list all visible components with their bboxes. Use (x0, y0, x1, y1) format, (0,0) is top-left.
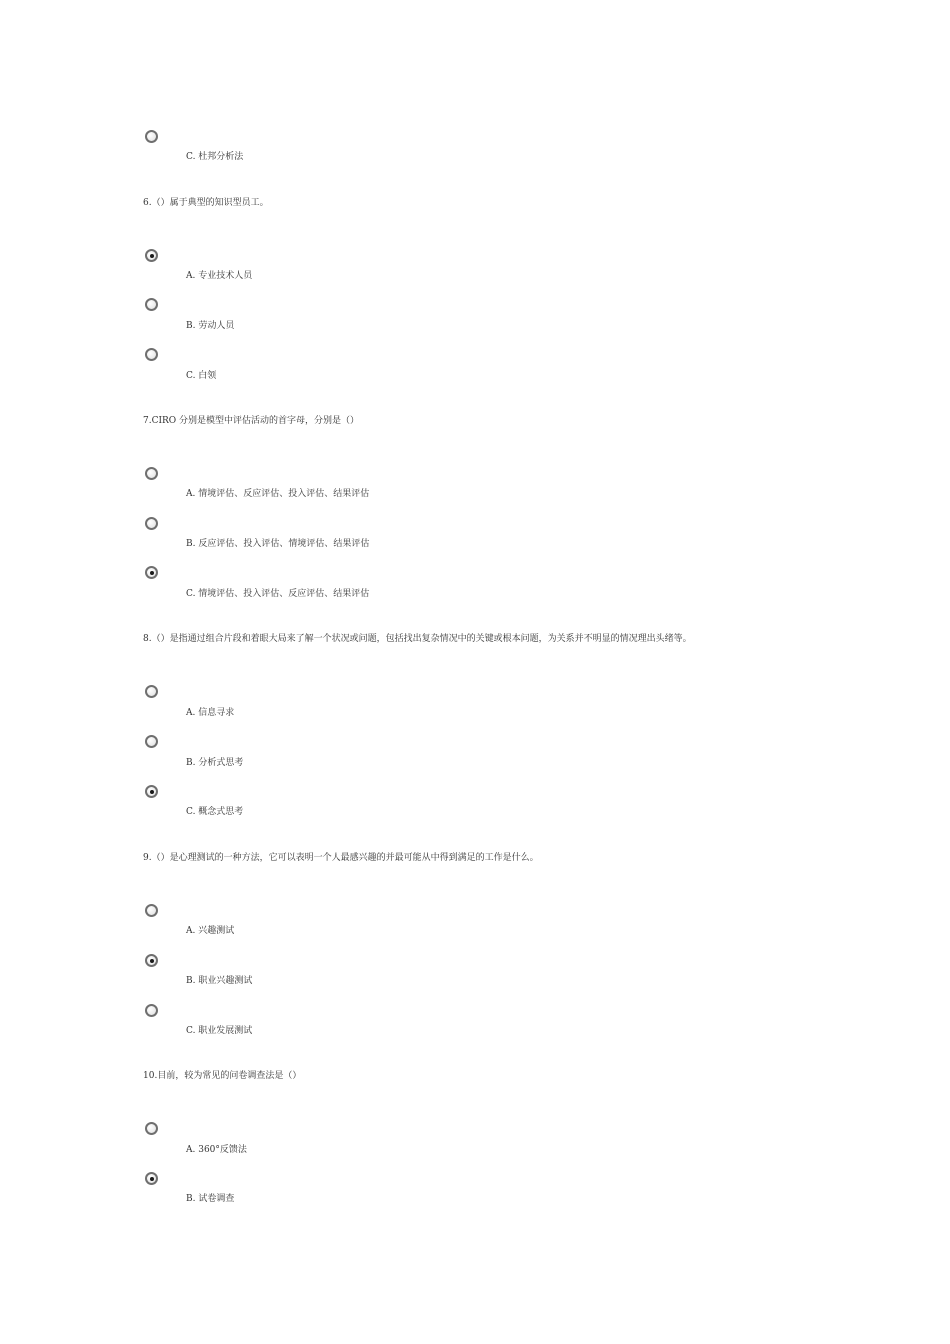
radio-q7-c[interactable] (145, 566, 158, 579)
radio-q8-b[interactable] (145, 735, 158, 748)
radio-q9-a[interactable] (145, 904, 158, 917)
radio-q6-b[interactable] (145, 298, 158, 311)
option-q9-b[interactable]: B. 职业兴趣测试 (186, 976, 253, 986)
option-q10-a[interactable]: A. 360°反馈法 (186, 1145, 247, 1155)
question-7: 7.CIRO 分别是模型中评估活动的首字母，分别是（） (143, 416, 360, 426)
option-q8-a[interactable]: A. 信息寻求 (186, 708, 235, 718)
radio-q6-c[interactable] (145, 348, 158, 361)
question-10: 10.目前，较为常见的问卷调查法是（） (143, 1071, 302, 1081)
option-q10-b[interactable]: B. 试卷调查 (186, 1194, 235, 1204)
radio-q7-b[interactable] (145, 517, 158, 530)
option-q9-a[interactable]: A. 兴趣测试 (186, 926, 235, 936)
radio-q10-a[interactable] (145, 1122, 158, 1135)
radio-q8-c[interactable] (145, 785, 158, 798)
radio-q10-b[interactable] (145, 1172, 158, 1185)
radio-q6-a[interactable] (145, 249, 158, 262)
option-q6-a[interactable]: A. 专业技术人员 (186, 271, 253, 281)
question-9: 9.（）是心理测试的一种方法，它可以表明一个人最感兴趣的并最可能从中得到满足的工作是什么。 (143, 853, 539, 863)
option-q7-c[interactable]: C. 情境评估、投入评估、反应评估、结果评估 (186, 589, 370, 599)
option-q7-a[interactable]: A. 情境评估、反应评估、投入评估、结果评估 (186, 489, 370, 499)
radio-q7-a[interactable] (145, 467, 158, 480)
question-8: 8.（）是指通过组合片段和着眼大局来了解一个状况或问题，包括找出复杂情况中的关键或根本问题，为关系并不明显的情况理出头绪等。 (143, 634, 692, 644)
option-q6-c[interactable]: C. 白领 (186, 371, 217, 381)
option-q8-c[interactable]: C. 概念式思考 (186, 807, 244, 817)
option-q9-c[interactable]: C. 职业发展测试 (186, 1026, 253, 1036)
option-q6-b[interactable]: B. 劳动人员 (186, 321, 235, 331)
radio-q8-a[interactable] (145, 685, 158, 698)
option-q7-b[interactable]: B. 反应评估、投入评估、情境评估、结果评估 (186, 539, 370, 549)
option-q8-b[interactable]: B. 分析式思考 (186, 758, 244, 768)
radio-q9-c[interactable] (145, 1004, 158, 1017)
question-6: 6.（）属于典型的知识型员工。 (143, 198, 269, 208)
option-prev-c[interactable]: C. 杜邦分析法 (186, 152, 244, 162)
radio-q9-b[interactable] (145, 954, 158, 967)
radio-prev-c[interactable] (145, 130, 158, 143)
